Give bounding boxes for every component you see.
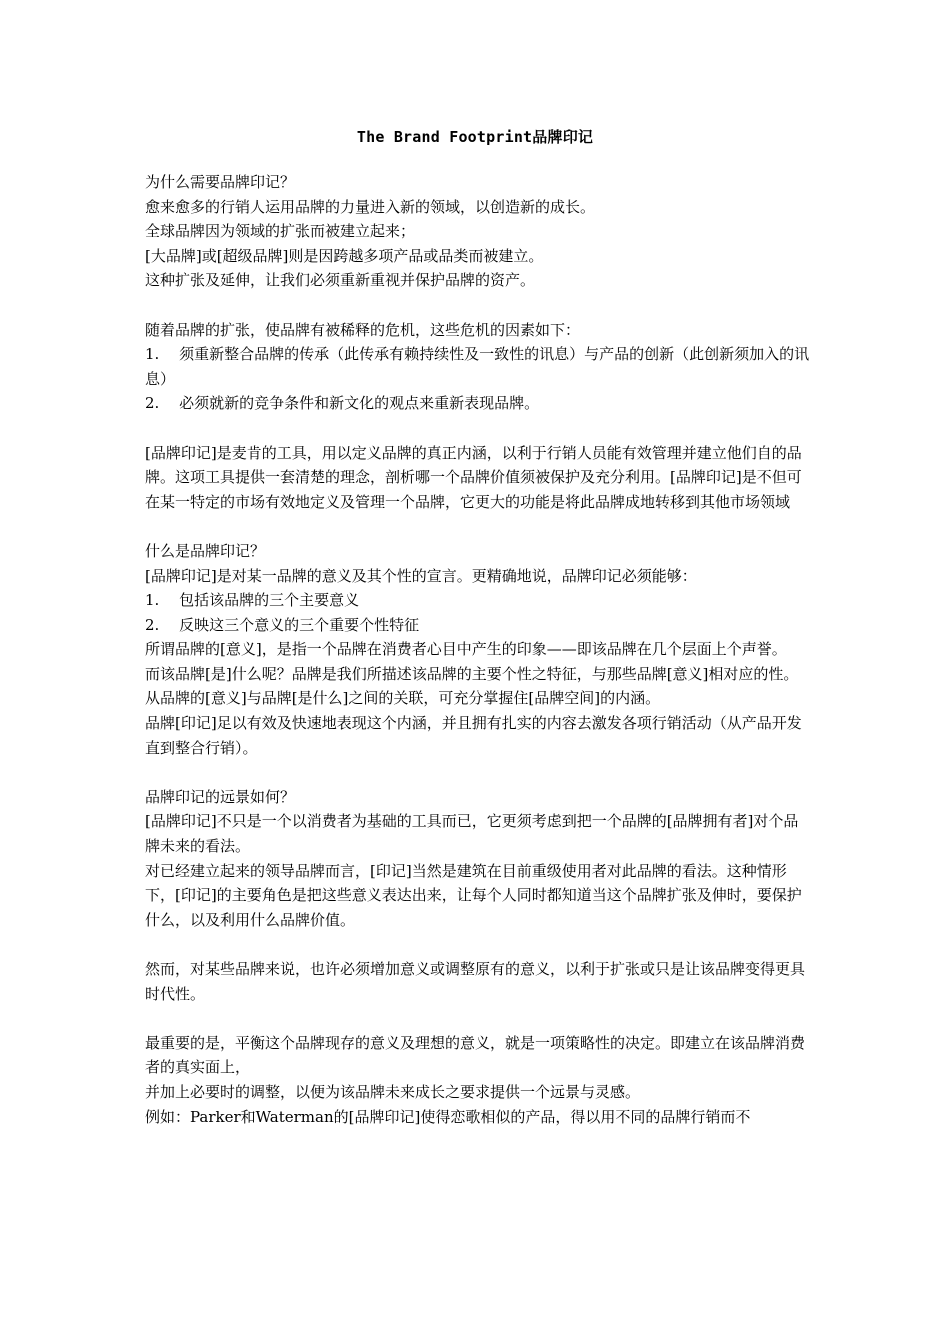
document-title: The Brand Footprint品牌印记 xyxy=(356,128,594,146)
blank-line xyxy=(145,1006,810,1031)
paragraph: [大品牌]或[超级品牌]则是因跨越多项产品或品类而被建立。 xyxy=(145,246,544,265)
list-item: 2. 必须就新的竞争条件和新文化的观点来重新表现品牌。 xyxy=(145,394,540,413)
paragraph: 例如：Parker和Waterman的[品牌印记]使得恋歌相似的产品，得以用不同的品牌行销而不 xyxy=(145,1107,751,1126)
paragraph: 最重要的是，平衡这个品牌现存的意义及理想的意义，就是一项策略性的决定。即建立在该品牌消费者的真实面上， xyxy=(145,1033,806,1077)
list-item: 1. 须重新整合品牌的传承（此传承有赖持续性及一致性的讯息）与产品的创新（此创新须加入的讯息） xyxy=(145,345,810,388)
paragraph: 随着品牌的扩张，使品牌有被稀释的危机，这些危机的因素如下： xyxy=(145,320,581,339)
paragraph: [品牌印记]是对某一品牌的意义及其个性的宣言。更精确地说，品牌印记必须能够： xyxy=(145,566,697,585)
section-heading: 什么是品牌印记？ xyxy=(145,541,266,560)
blank-line xyxy=(145,932,810,957)
paragraph: 所谓品牌的[意义]，是指一个品牌在消费者心目中产生的印象——即该品牌在几个层面上个声誉。 xyxy=(145,640,787,659)
paragraph: 这种扩张及延伸，让我们必须重新重视并保护品牌的资产。 xyxy=(145,271,536,290)
paragraph: 全球品牌因为领域的扩张而被建立起来； xyxy=(145,222,416,241)
section-heading: 品牌印记的远景如何？ xyxy=(145,787,296,806)
blank-line xyxy=(145,514,810,539)
paragraph: 对已经建立起来的领导品牌而言，[印记]当然是建筑在目前重级使用者对此品牌的看法。这种情形下，[印记]的主要角色是把这些意义表达出来，让每个人同时都知道当这个品牌扩张及伸时，要保护什么，以及利用什么品牌价值。 xyxy=(145,861,802,929)
paragraph: 从品牌的[意义]与品牌[是什么]之间的关联，可充分掌握住[品牌空间]的内涵。 xyxy=(145,689,661,708)
paragraph: 愈来愈多的行销人运用品牌的力量进入新的领域，以创造新的成长。 xyxy=(145,197,596,216)
paragraph: 然而，对某些品牌来说，也许必须增加意义或调整原有的意义，以利于扩张或只是让该品牌变得更具时代性。 xyxy=(145,960,806,1003)
blank-line xyxy=(145,416,810,441)
blank-line xyxy=(145,760,810,785)
blank-line xyxy=(145,293,810,318)
paragraph: 为什么需要品牌印记？ xyxy=(145,173,296,191)
paragraph: 品牌[印记]足以有效及快速地表现这个内涵，并且拥有扎实的内容去激发各项行销活动（从产品开发直到整合行销）。 xyxy=(145,714,802,757)
document-body xyxy=(145,170,810,1129)
paragraph: 而该品牌[是]什么呢？品牌是我们所描述该品牌的主要个性之特征，与那些品牌[意义]相对应的性。 xyxy=(145,664,799,683)
paragraph: 并加上必要时的调整，以便为该品牌未来成长之要求提供一个远景与灵感。 xyxy=(145,1082,641,1101)
paragraph: [品牌印记]不只是一个以消费者为基础的工具而已，它更须考虑到把一个品牌的[品牌拥有者]对个品牌未来的看法。 xyxy=(145,812,799,856)
paragraph: [品牌印记]是麦肯的工具，用以定义品牌的真正内涵，以利于行销人员能有效管理并建立他们自的品牌。这项工具提供一套清楚的理念，剖析哪一个品牌价值须被保护及充分利用。[品牌印记]是不但可在某一特定的市场有效地定义及管理一个品牌，它更大的功能是将此品牌成地转移到其他市场领域 xyxy=(145,443,802,511)
list-item: 1. 包括该品牌的三个主要意义 xyxy=(145,591,360,610)
list-item: 2. 反映这三个意义的三个重要个性特征 xyxy=(145,615,420,634)
